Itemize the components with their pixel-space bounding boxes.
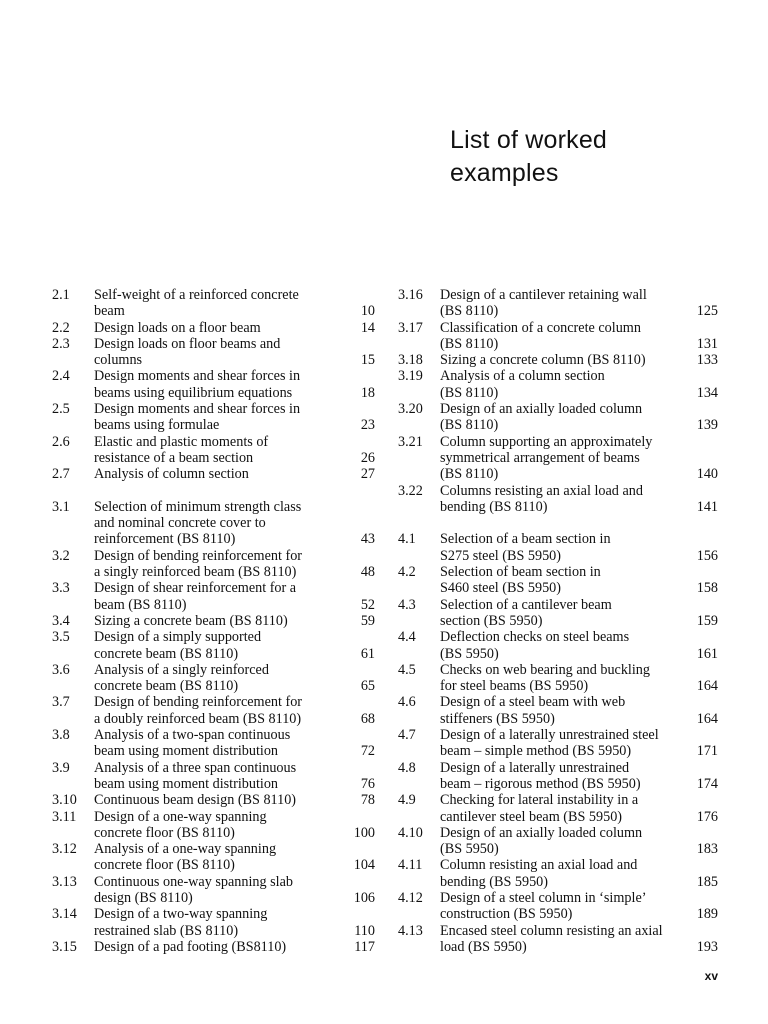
entry-page-number: 14 [360, 319, 375, 336]
entry-number: 4.2 [398, 564, 416, 581]
entry-page-number: 43 [360, 531, 375, 548]
entry-title-line: (BS 8110) [440, 335, 499, 352]
entry-page-number: 141 [696, 498, 718, 515]
entry-number: 3.7 [52, 694, 70, 711]
toc-entry [398, 792, 718, 825]
entry-title-line: Elastic and plastic moments of [94, 433, 269, 450]
entry-number: 2.1 [52, 287, 70, 303]
page-title-line-1: List of worked [450, 126, 608, 154]
entry-number: 2.4 [52, 368, 70, 385]
toc-entry [52, 874, 375, 907]
entry-page-number: 106 [353, 889, 375, 906]
entry-number: 3.1 [52, 498, 70, 515]
entry-number: 3.6 [52, 661, 70, 678]
entry-number: 4.6 [398, 694, 416, 711]
entry-page-number: 18 [360, 384, 375, 401]
entry-page-number: 183 [696, 841, 718, 858]
entry-number: 3.22 [398, 482, 423, 499]
entry-page-number: 193 [696, 938, 718, 955]
toc-entry [52, 694, 375, 727]
entry-number: 4.8 [398, 759, 416, 776]
entry-page-number: 159 [696, 612, 718, 629]
entry-page-number: 100 [353, 824, 375, 841]
page-folio: xv [704, 969, 718, 983]
toc-entry [398, 597, 718, 630]
toc-entry [52, 613, 375, 629]
entry-page-number: 158 [696, 580, 718, 597]
entry-page-number: 189 [696, 906, 718, 923]
entry-title-line: Design of a two-way spanning [94, 906, 268, 923]
entry-title-line: Analysis of a singly reinforced [94, 661, 269, 678]
page-title-line-2: examples [450, 159, 559, 187]
toc-entry [52, 662, 375, 695]
toc-entry [52, 336, 375, 369]
entry-title-line: Design of a one-way spanning [94, 808, 267, 825]
entry-number: 3.11 [52, 808, 77, 825]
entry-number: 3.10 [52, 792, 77, 809]
toc-entry [398, 368, 718, 401]
toc-entry [398, 890, 718, 923]
entry-number: 3.14 [52, 906, 77, 923]
entry-title-line: construction (BS 5950) [440, 906, 573, 923]
entry-title-line: Design of bending reinforcement for [94, 694, 303, 711]
entry-number: 4.5 [398, 661, 416, 678]
entry-title-line: (BS 8110) [440, 466, 499, 483]
toc-entry [398, 401, 718, 434]
entry-title-line: Column supporting an approximately [440, 433, 653, 450]
toc-entry [52, 434, 375, 467]
entry-number: 4.7 [398, 727, 416, 744]
entry-title-line: Design of a cantilever retaining wall [440, 287, 647, 303]
entry-title-line: Analysis of a one-way spanning [94, 841, 277, 858]
toc-entry [398, 352, 718, 368]
entry-title-line: a singly reinforced beam (BS 8110) [94, 564, 297, 581]
entry-title-line: cantilever steel beam (BS 5950) [440, 808, 623, 825]
entry-title-line: Design of a steel column in ‘simple’ [440, 889, 647, 906]
toc-entry [52, 320, 375, 336]
entry-title-line: Classification of a concrete column [440, 319, 641, 336]
entry-title-line: beam using moment distribution [94, 743, 279, 760]
toc-entry [52, 287, 375, 320]
right-column [398, 287, 718, 955]
entry-page-number: 76 [360, 775, 375, 792]
toc-entry [52, 580, 375, 613]
entry-number: 4.12 [398, 889, 423, 906]
entry-title-line: design (BS 8110) [94, 889, 193, 906]
entry-page-number: 61 [360, 645, 375, 662]
entry-number: 4.1 [398, 531, 416, 548]
entry-title-line: beams using equilibrium equations [94, 384, 293, 401]
entry-title-line: Design moments and shear forces in [94, 368, 301, 385]
entry-page-number: 140 [696, 466, 718, 483]
entry-title-line: bending (BS 5950) [440, 873, 548, 890]
entry-number: 2.2 [52, 319, 70, 336]
entry-title-line: Design of a steel beam with web [440, 694, 626, 711]
entry-number: 3.18 [398, 352, 423, 369]
entry-title-line: Selection of minimum strength class [94, 498, 302, 515]
entry-title-line: Analysis of a three span continuous [94, 759, 297, 776]
entry-page-number: 27 [360, 466, 375, 483]
toc-entry [398, 629, 718, 662]
left-column [52, 287, 375, 955]
toc-entry [52, 727, 375, 760]
entry-page-number: 59 [360, 612, 375, 629]
entry-number: 3.17 [398, 319, 423, 336]
toc-entry [398, 531, 718, 564]
toc-entry [398, 662, 718, 695]
entry-page-number: 131 [696, 335, 718, 352]
toc-entry [398, 760, 718, 793]
toc-entry [52, 792, 375, 808]
entry-title-line: a doubly reinforced beam (BS 8110) [94, 710, 302, 727]
entry-number: 2.3 [52, 335, 70, 352]
entry-title-line: Design of an axially loaded column [440, 824, 643, 841]
entry-title-line: Self-weight of a reinforced concrete [94, 287, 299, 303]
entry-title-line: restrained slab (BS 8110) [94, 922, 239, 939]
entry-page-number: 15 [360, 352, 375, 369]
entry-page-number: 68 [360, 710, 375, 727]
entry-title-line: reinforcement (BS 8110) [94, 531, 236, 548]
entry-page-number: 52 [360, 596, 375, 613]
entry-page-number: 10 [360, 303, 375, 320]
toc-entry [398, 825, 718, 858]
page-title [450, 124, 750, 190]
entry-number: 3.20 [398, 401, 423, 418]
entry-page-number: 164 [696, 710, 718, 727]
entry-title-line: beam – simple method (BS 5950) [440, 743, 632, 760]
entry-page-number: 134 [696, 384, 718, 401]
toc-entry [398, 434, 718, 483]
entry-title-line: concrete beam (BS 8110) [94, 678, 239, 695]
entry-title-line: Design loads on a floor beam [94, 319, 261, 336]
entry-number: 3.15 [52, 938, 77, 955]
entry-page-number: 133 [696, 352, 718, 369]
toc-entry [52, 548, 375, 581]
entry-title-line: S460 steel (BS 5950) [440, 580, 561, 597]
entry-title-line: Sizing a concrete beam (BS 8110) [94, 612, 288, 629]
entry-title-line: symmetrical arrangement of beams [440, 449, 640, 466]
entry-title-line: load (BS 5950) [440, 938, 527, 955]
entry-page-number: 164 [696, 678, 718, 695]
entry-title-line: Design of a laterally unrestrained [440, 759, 630, 776]
entry-title-line: Encased steel column resisting an axial [440, 922, 663, 939]
entry-title-line: Analysis of a two-span continuous [94, 727, 291, 744]
entry-title-line: Design of a pad footing (BS8110) [94, 938, 287, 955]
toc-entry [398, 320, 718, 353]
entry-title-line: Design moments and shear forces in [94, 401, 301, 418]
entry-title-line: S275 steel (BS 5950) [440, 547, 561, 564]
toc-entry [52, 841, 375, 874]
entry-title-line: Analysis of column section [94, 466, 249, 483]
entry-page-number: 72 [360, 743, 375, 760]
toc-entry [398, 694, 718, 727]
toc-entry [52, 368, 375, 401]
entry-number: 4.11 [398, 857, 423, 874]
toc-entry [398, 564, 718, 597]
entry-title-line: and nominal concrete cover to [94, 515, 266, 532]
entry-title-line: Continuous beam design (BS 8110) [94, 792, 297, 809]
entry-title-line: Checks on web bearing and buckling [440, 661, 650, 678]
entry-title-line: Analysis of a column section [440, 368, 605, 385]
toc-entry [52, 466, 375, 482]
entry-title-line: bending (BS 8110) [440, 498, 548, 515]
entry-title-line: (BS 8110) [440, 417, 499, 434]
entry-title-line: (BS 8110) [440, 303, 499, 320]
entry-number: 3.12 [52, 841, 77, 858]
entry-number: 3.8 [52, 727, 70, 744]
entry-title-line: Column resisting an axial load and [440, 857, 638, 874]
entry-page-number: 117 [354, 938, 375, 955]
entry-page-number: 176 [696, 808, 718, 825]
entry-title-line: concrete beam (BS 8110) [94, 645, 239, 662]
entry-number: 3.5 [52, 629, 70, 646]
entry-number: 2.5 [52, 401, 70, 418]
entry-number: 4.4 [398, 629, 416, 646]
entry-title-line: Continuous one-way spanning slab [94, 873, 293, 890]
entry-page-number: 26 [360, 449, 375, 466]
entry-page-number: 125 [696, 303, 718, 320]
entry-title-line: columns [94, 352, 143, 369]
entry-number: 2.6 [52, 433, 70, 450]
entry-number: 3.3 [52, 580, 70, 597]
toc-entry [52, 906, 375, 939]
entry-number: 3.19 [398, 368, 423, 385]
entry-number: 3.16 [398, 287, 423, 303]
entry-page-number: 23 [360, 417, 375, 434]
entry-title-line: Columns resisting an axial load and [440, 482, 643, 499]
toc-entry [52, 629, 375, 662]
entry-number: 3.9 [52, 759, 70, 776]
entry-page-number: 104 [353, 857, 375, 874]
toc-entry [398, 857, 718, 890]
toc-entry [52, 499, 375, 548]
entry-title-line: (BS 5950) [440, 841, 499, 858]
toc-entry [398, 727, 718, 760]
entry-title-line: Deflection checks on steel beams [440, 629, 630, 646]
entry-page-number: 161 [696, 645, 718, 662]
entry-title-line: (BS 5950) [440, 645, 499, 662]
entry-title-line: Selection of a cantilever beam [440, 596, 612, 613]
entry-page-number: 156 [696, 547, 718, 564]
entry-title-line: Design of bending reinforcement for [94, 547, 303, 564]
entry-title-line: beam – rigorous method (BS 5950) [440, 775, 641, 792]
entry-title-line: Selection of beam section in [440, 564, 601, 581]
toc-entry [52, 809, 375, 842]
entry-page-number: 65 [360, 678, 375, 695]
entry-number: 4.3 [398, 596, 416, 613]
entry-number: 2.7 [52, 466, 70, 483]
entry-number: 4.10 [398, 824, 423, 841]
toc-entry [52, 939, 375, 955]
entry-page-number: 139 [696, 417, 718, 434]
toc-entry [52, 401, 375, 434]
entry-number: 3.21 [398, 433, 423, 450]
entry-number: 3.13 [52, 873, 77, 890]
entry-number: 3.2 [52, 547, 70, 564]
toc-entry [398, 287, 718, 320]
entry-page-number: 78 [360, 792, 375, 809]
entry-page-number: 171 [696, 743, 718, 760]
toc-entry [398, 923, 718, 956]
entry-title-line: Sizing a concrete column (BS 8110) [440, 352, 646, 369]
entry-number: 4.13 [398, 922, 423, 939]
entry-title-line: Design of shear reinforcement for a [94, 580, 297, 597]
entry-page-number: 48 [360, 564, 375, 581]
entry-title-line: beam using moment distribution [94, 775, 279, 792]
toc-entry [398, 483, 718, 516]
entry-title-line: stiffeners (BS 5950) [440, 710, 555, 727]
entry-title-line: Checking for lateral instability in a [440, 792, 639, 809]
entry-page-number: 185 [696, 873, 718, 890]
entry-number: 3.4 [52, 612, 70, 629]
entry-title-line: beam [94, 303, 125, 320]
entry-title-line: resistance of a beam section [94, 449, 254, 466]
entry-title-line: (BS 8110) [440, 384, 499, 401]
entry-title-line: Design of an axially loaded column [440, 401, 643, 418]
entry-title-line: concrete floor (BS 8110) [94, 857, 235, 874]
entry-title-line: for steel beams (BS 5950) [440, 678, 589, 695]
entry-title-line: beams using formulae [94, 417, 220, 434]
entry-title-line: section (BS 5950) [440, 612, 543, 629]
entry-title-line: Design loads on floor beams and [94, 335, 281, 352]
toc-entry [52, 760, 375, 793]
entry-title-line: Design of a simply supported [94, 629, 262, 646]
entry-page-number: 110 [354, 922, 375, 939]
entry-title-line: Design of a laterally unrestrained steel [440, 727, 659, 744]
entry-title-line: Selection of a beam section in [440, 531, 611, 548]
entry-number: 4.9 [398, 792, 416, 809]
entry-title-line: concrete floor (BS 8110) [94, 824, 235, 841]
entry-title-line: beam (BS 8110) [94, 596, 187, 613]
entry-page-number: 174 [696, 775, 718, 792]
